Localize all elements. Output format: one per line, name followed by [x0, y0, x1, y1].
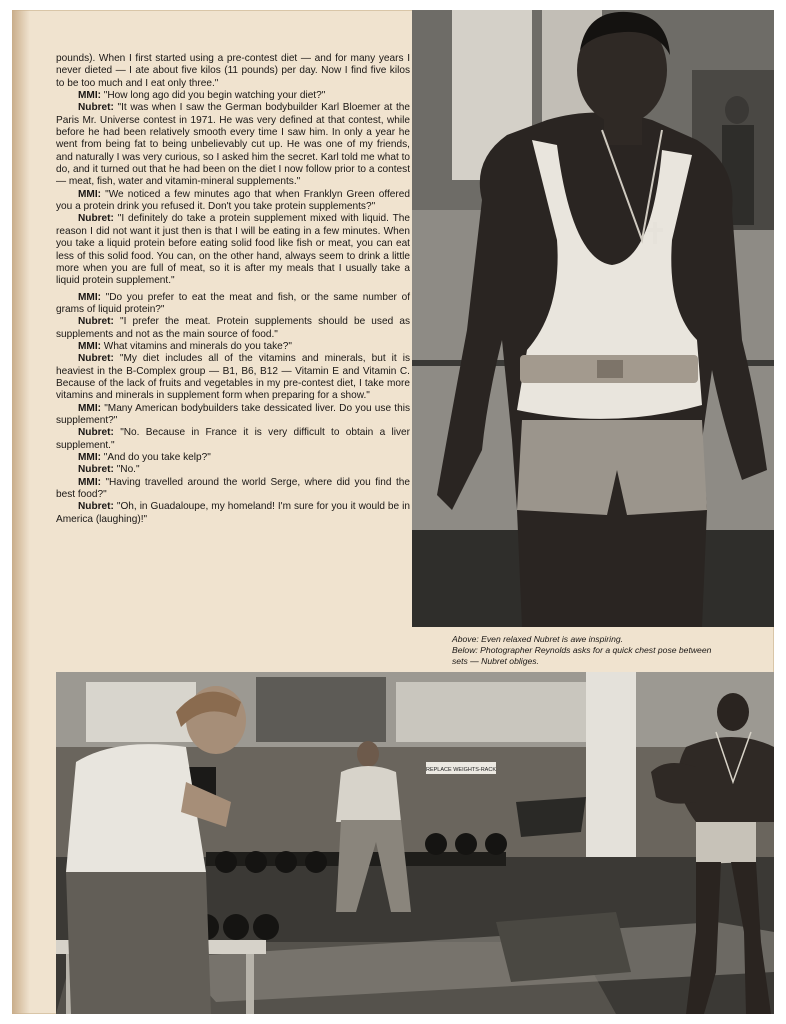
- paragraph: Nubret: "No. Because in France it is very difficult to obtain a liver supplement.": [56, 427, 410, 451]
- paragraph: Nubret: "Oh, in Guadaloupe, my homeland! I'm sure for you it would be in America (laughing)!": [56, 501, 410, 525]
- article-text-column: [56, 53, 410, 526]
- paragraph: MMI: "Do you prefer to eat the meat and fish, or the same number of grams of liquid protein?": [56, 291, 410, 315]
- photo-bodybuilder-relaxed: [412, 10, 774, 627]
- paragraph: MMI: "We noticed a few minutes ago that when Franklyn Green offered you a protein drink you refused it. Don't you take protein supplements?": [56, 188, 410, 213]
- paragraph: MMI: "And do you take kelp?": [78, 452, 211, 463]
- photo-gym-scene: [56, 672, 774, 1014]
- paragraph: Nubret: "No.": [78, 464, 140, 476]
- magazine-page: [12, 10, 774, 1014]
- paragraph: Nubret: "I definitely do take a protein supplement mixed with liquid. The reason I did not want it just then is that I will be eating in a few minutes. When you take a liquid protein before eating solid food like fish or meat, you can eat less of this solid food. You can, on the other hand, always seem to drink a little more when you are full of meat, so it is after my meals that I usually take a liquid protein supplement.": [56, 213, 410, 287]
- paragraph: Nubret: "My diet includes all of the vitamins and minerals, but it is heaviest in the B-Complex group — B1, B6, B12 — Vitamin E and Vitamin C. Because of the lack of fruits and vegetables in my pre-contest diet, I take more vitamins and minerals in supplement form when preparing for a show.": [56, 353, 410, 402]
- photo-gym-scene-illustration: [56, 672, 774, 1014]
- photo-bodybuilder-relaxed-illustration: [412, 10, 774, 627]
- photo-caption: [452, 634, 774, 667]
- page-binding-shadow: [12, 10, 30, 1014]
- paragraph: MMI: "Many American bodybuilders take dessicated liver. Do you use this supplement?": [56, 402, 410, 426]
- paragraph: MMI: "Having travelled around the world Serge, where did you find the best food?": [56, 476, 410, 501]
- paragraph: MMI: "How long ago did you begin watching your diet?": [78, 90, 326, 102]
- paragraph: Nubret: "I prefer the meat. Protein supplements should be used as supplements and not as the main source of food.": [56, 316, 410, 340]
- paragraph: pounds). When I first started using a pre-contest diet — and for many years I never dieted — I ate about five kilos (11 pounds) per day. Now I find five kilos to be too much and I eat only three.": [56, 53, 410, 89]
- caption-line: Below: Photographer Reynolds asks for a quick chest pose between: [452, 645, 712, 655]
- caption-line: sets — Nubret obliges.: [452, 656, 539, 666]
- caption-line: Above: Even relaxed Nubret is awe inspiring.: [452, 634, 624, 644]
- gym-sign-text: REPLACE WEIGHTS-RACK: [426, 767, 496, 773]
- paragraph: Nubret: "It was when I saw the German bodybuilder Karl Bloemer at the Paris Mr. Universe contest in 1971. He was very defined at that contest, while before he had been relatively smooth every time I saw him. In only a year he went from being fat to being unbelievably cut up. He was one of my friends, and naturally I was very curious, so I asked him the secret. Karl told me what to do, and it turned out that he had been on the diet I now follow prior to a contest — meat, fish, water and vitamin-mineral supplements.": [56, 102, 411, 188]
- paragraph: MMI: What vitamins and minerals do you take?": [78, 340, 292, 352]
